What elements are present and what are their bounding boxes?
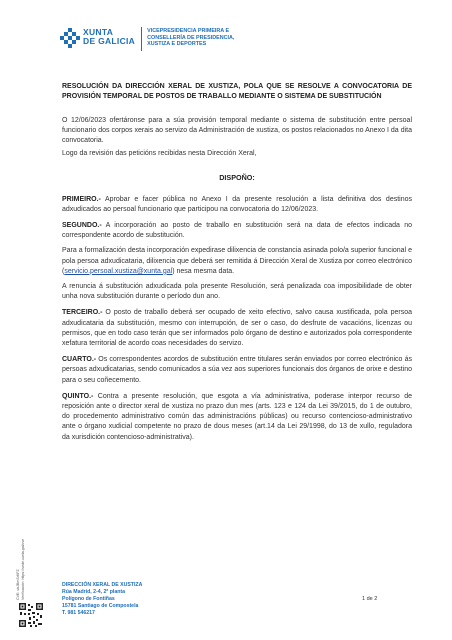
quinto-text: Contra a presente resolución, que esgota a vía administrativa, poderase interpor recurso de reposición ante o director xeral de xustiza no prazo dun mes (arts. 123 e 124 da Lei 39/2015, do 1 de outubro, do procedemento administrativo común das administracións públicas) ou recurso contencioso-administrativo ante o órgano xudicial competente no prazo de dous meses (art.14 da Lei 29/1998, do 13 de xullo, reguladora da xurisdición contencioso-administrativa). (62, 392, 412, 441)
segundo-paragraph-3: A renuncia á substitución adxudicada pola presente Resolución, será penalizada coa imposibilidade de obter unha nova substitución durante o período dun ano. (62, 283, 412, 301)
logo-line1: XUNTA (83, 27, 114, 37)
verification-side-text (16, 539, 25, 600)
verification-url: Verificación: https://sede.xunta.gal/cve (20, 538, 25, 600)
primeiro-label: PRIMEIRO.- (62, 195, 101, 203)
xunta-logo (60, 27, 135, 48)
page-header (60, 27, 234, 53)
segundo-label: SEGUNDO.- (62, 222, 102, 230)
footer-address-area: Polígono de Fontiñas (62, 596, 115, 603)
dept-line2: CONSELLERÍA DE PRESIDENCIA, (147, 34, 235, 41)
dept-line3: XUSTIZA E DEPORTES (147, 41, 207, 48)
terceiro-text: O posto de traballo deberá ser ocupado de xeito efectivo, salvo causa xustificada, pola persoa adxudicataria da substitución, mesmo con interrupción, de ser o caso, do desfrute de vacacións, licenzas ou permisos, que en todo caso terán que ser informados polo órgano de destino e autorizados pola correspondente xefatura territorial de acordo coas necesidades do servizo. (62, 309, 412, 348)
footer-phone: T. 981 546217 (62, 610, 95, 617)
quinto-paragraph (62, 392, 412, 443)
footer-address-street: Rúa Madrid, 2-4, 2ª planta (62, 589, 126, 596)
document-title: RESOLUCIÓN DA DIRECCIÓN XERAL DE XUSTIZA, POLA QUE SE RESOLVE A CONVOCATORIA DE PROVISIÓN TEMPORAL DE POSTOS DE TRABALLO MEDIANTE O SISTEMA DE SUBSTITUCIÓN (62, 83, 412, 101)
segundo-p2-text-a: Para a formalización desta incorporación expedirase dilixencia de constancia asinada polo/a superior funcional e pola persoa adxudicataria, dilixencia que deberá ser remitida á Dirección Xeral de Xustiza por correo electrónico ( (62, 247, 412, 275)
logo-line2: DE GALICIA (83, 36, 136, 46)
page-footer (62, 582, 142, 617)
footer-office: DIRECCIÓN XERAL DE XUSTIZA (62, 582, 143, 588)
document-body (62, 82, 412, 443)
dispono-heading: DISPOÑO: (219, 172, 255, 182)
intro-paragraph: O 12/06/2023 ofertáronse para a súa provisión temporal mediante o sistema de substitución entre persoal funcionario dos corpos xerais ao servizo da Administración de xustiza, os postos relacionados no Anexo I da dita convocatoria. (62, 116, 412, 145)
header-divider (141, 27, 142, 51)
qr-code-icon (18, 602, 44, 628)
segundo-p2-text-b: ) nesa mesma data. (172, 267, 235, 275)
quinto-label: QUINTO.- (62, 392, 94, 400)
footer-address-city: 15781 Santiago de Compostela (62, 603, 139, 610)
intro2-paragraph: Logo da revisión das peticións recibidas nesta Dirección Xeral, (62, 150, 257, 158)
page-number: 1 de 2 (362, 596, 378, 602)
segundo-paragraph (62, 221, 412, 241)
primeiro-paragraph (62, 195, 412, 215)
cuarto-paragraph (62, 355, 412, 386)
terceiro-paragraph (62, 308, 412, 349)
terceiro-label: TERCEIRO.- (62, 309, 103, 317)
segundo-paragraph-2 (62, 246, 412, 277)
cuarto-label: CUARTO.- (62, 356, 97, 364)
primeiro-text: Aprobar e facer pública no Anexo I da presente resolución a lista definitiva dos destinos adxudicados ao persoal funcionario que participou na convocatoria do 12/06/2023. (62, 195, 412, 213)
email-link[interactable]: servicio.persoal.xustiza@xunta.gal (64, 267, 173, 275)
department-name (147, 28, 234, 48)
dept-line1: VICEPRESIDENCIA PRIMEIRA E (147, 28, 230, 34)
cuarto-text: Os correspondentes acordos de substitución entre titulares serán enviados por correo electrónico ás persoas adxudicatarias, sendo comunicados a súa vez aos superiores funcionais dos órganos de orixe e destino para o seu coñecemento. (62, 356, 412, 384)
xunta-cross-icon (60, 28, 80, 48)
segundo-text: A incorporación ao posto de traballo en substitución será na data de efectos indicada no correspondente acordo de substitución. (62, 222, 412, 240)
cve-code: CVE: ukJBmSrKFZ (16, 569, 20, 600)
